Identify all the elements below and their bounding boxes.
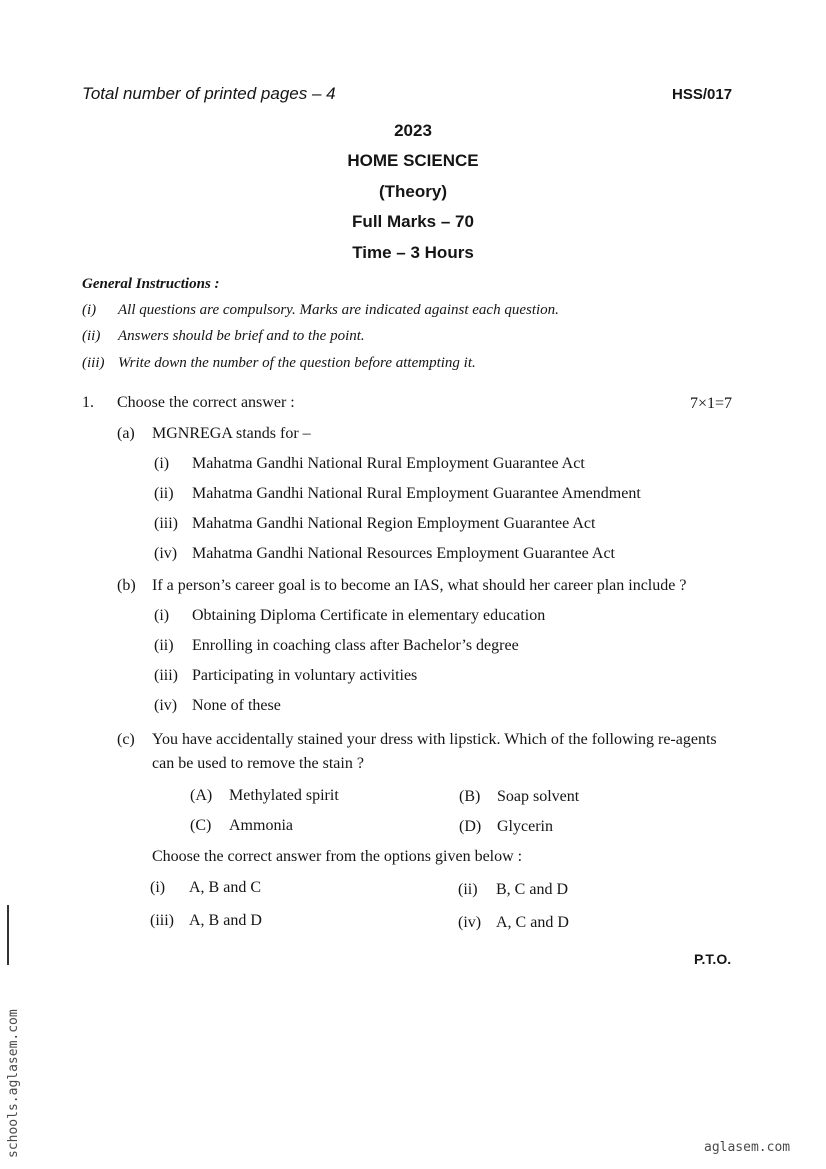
question-marks: 7×1=7: [690, 395, 733, 412]
printed-pages-note: Total number of printed pages – 4: [82, 84, 336, 103]
subquestion-text: You have accidentally stained your dress with lipstick. Which of the following re-agents: [152, 731, 717, 748]
choice-text: A, C and D: [496, 914, 569, 931]
matrix-label: (B): [459, 788, 481, 805]
instruction-text: Answers should be brief and to the point.: [118, 328, 365, 344]
option-text: None of these: [192, 697, 281, 714]
option-number: (iii): [154, 667, 178, 684]
subquestion-number: (c): [117, 731, 135, 748]
matrix-text: Soap solvent: [497, 788, 580, 805]
option-text: Mahatma Gandhi National Rural Employment Guarantee Amendment: [192, 485, 641, 502]
option-text: Mahatma Gandhi National Resources Employment Guarantee Act: [192, 545, 615, 562]
option-number: (i): [154, 455, 170, 472]
choice-number: (iii): [150, 912, 174, 929]
option-number: (iv): [154, 545, 178, 562]
question-number: 1.: [82, 394, 94, 411]
subquestion-number: (a): [117, 425, 135, 442]
option-number: (i): [154, 607, 170, 624]
scan-edge-mark: [7, 905, 9, 965]
option-number: (iii): [154, 515, 178, 532]
question-text: Choose the correct answer :: [117, 394, 295, 411]
option-text: Participating in voluntary activities: [192, 667, 418, 684]
instruction-text: Write down the number of the question before attempting it.: [118, 355, 476, 371]
paper-code: HSS/017: [672, 86, 733, 103]
subquestion-text: If a person’s career goal is to become an IAS, what should her career plan include ?: [152, 577, 687, 594]
option-text: Mahatma Gandhi National Rural Employment Guarantee Act: [192, 455, 585, 472]
option-text: Enrolling in coaching class after Bachelor’s degree: [192, 637, 519, 654]
matrix-text: Ammonia: [229, 817, 293, 834]
instruction-item: [82, 355, 682, 375]
option-number: (iv): [154, 697, 178, 714]
matrix-text: Glycerin: [497, 818, 553, 835]
exam-time: Time – 3 Hours: [352, 243, 474, 262]
choice-number: (iv): [458, 914, 482, 931]
instruction-number: (iii): [82, 355, 105, 371]
choice-number: (i): [150, 879, 166, 896]
option-text: Mahatma Gandhi National Region Employment Guarantee Act: [192, 515, 596, 532]
choice-text: A, B and C: [189, 879, 261, 896]
exam-subject: HOME SCIENCE: [347, 151, 479, 170]
instructions-heading: General Instructions :: [82, 276, 220, 292]
side-watermark: schools.aglasem.com: [6, 1009, 21, 1158]
instruction-number: (i): [82, 302, 97, 318]
option-text: Obtaining Diploma Certificate in elementary education: [192, 607, 546, 624]
bottom-watermark: aglasem.com: [704, 1140, 791, 1155]
exam-year: 2023: [394, 121, 432, 140]
option-number: (ii): [154, 485, 174, 502]
instruction-text: All questions are compulsory. Marks are indicated against each question.: [118, 302, 559, 318]
instruction-item: [82, 302, 682, 322]
matrix-label: (C): [190, 817, 212, 834]
full-marks: Full Marks – 70: [352, 212, 474, 231]
matrix-text: Methylated spirit: [229, 787, 339, 804]
matrix-label: (D): [459, 818, 482, 835]
option-number: (ii): [154, 637, 174, 654]
instruction-item: [82, 328, 682, 348]
instruction-number: (ii): [82, 328, 101, 344]
choice-number: (ii): [458, 881, 478, 898]
exam-type: (Theory): [379, 182, 447, 201]
subquestion-text-continued: can be used to remove the stain ?: [152, 755, 364, 772]
subquestion-text: MGNREGA stands for –: [152, 425, 311, 442]
please-turn-over: P.T.O.: [694, 951, 732, 967]
choice-text: A, B and D: [189, 912, 262, 929]
subquestion-number: (b): [117, 577, 136, 594]
choice-prompt: Choose the correct answer from the options given below :: [152, 848, 523, 865]
matrix-label: (A): [190, 787, 213, 804]
choice-text: B, C and D: [496, 881, 568, 898]
